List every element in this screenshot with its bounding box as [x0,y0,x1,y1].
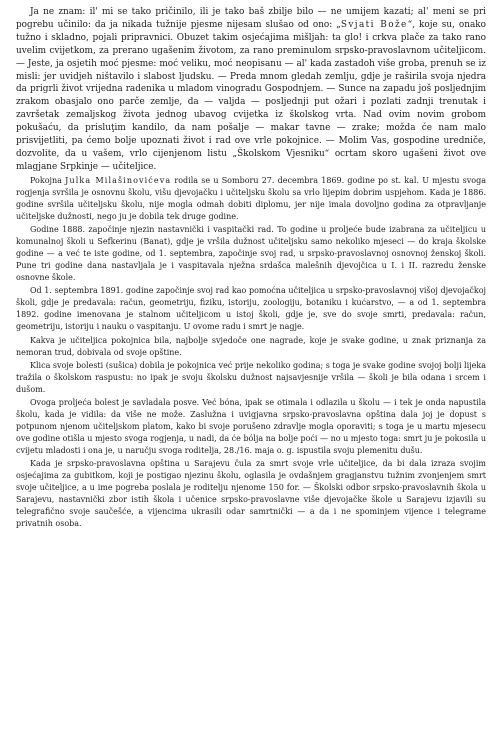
text-segment: Ovoga proljeća bolest je savladala posve. Već bóna, ipak se otimala i odlazila u školu — i tek je onda napustila školu, kada je vidila: da više ne može. Zaslužna i uvigjavna srpsko-pravoslavna opština dala joj je dopust s potpunom njenom učiteljskom platom, kako bi svoje porušeno zdravlje mogla oporaviti; s toga je u martu mjesecu ove godine otišla u mjesto svoga rogjenja, u nadi, da će bólja na bolje poći — no u mjesto toga: smrt ju je pokosila u cvijetu mladosti i ona je, u naručju svoga roditelja, 28./16. maja o. g. ispustila svoju plemenitu dušu. [16,397,486,455]
text-segment: Od 1. septembra 1891. godine započinje svoj rad kao pomoćna učiteljica u srpsko-pravoslavnoj višoj djevojačkoj školi, gdje je predavala: račun, geometriju, fiziku, istoriju, zoologiju, botaniku i kućarstvo, — a od 1. septembra 1892. godine imenovana je stalnom učiteljicom u istoj školi, gdje je, sve do svoje smrti, predavala: račun, geometriju, istoriju i nauku o vaspitanju. U ovome radu i smrt je nagje. [16,286,486,332]
paragraph-p3 [16,224,486,284]
text-segment: Klica svoje bolesti (sušica) dobila je pokojnica već prije nekoliko godina; s toga je svake godine svojoj bolji lijeka tražila o školskom raspustu: no ipak je svoju školsku dužnost najsavjesnije vršila — školi je bila odana i srcem i dušom. [16,360,486,394]
paragraph-p4 [16,285,486,333]
paragraph-p2 [16,175,486,223]
paragraph-p7 [16,397,486,457]
text-segment: rodila se u Somboru 27. decembra 1869. godine po st. kal. U mjestu svoga rogjenja svršila je osnovnu školu, višu djevojačku i učiteljsku školu sa vrlo lijepim dobrim uspjehom. Kada je 1886. godine svršila učiteljsku školu, nije mogla odmah dobiti diplomu, jer nije imala dovoljno godina za otpravljanje učiteljske dužnosti, nego ju je dobila tek druge godine. [16,175,487,221]
text-segment: “, koje su, onako tužno i skladno, pojali pripravnici. Obuzet takim osjećajima mišljah: ta glo! i crkva plače za tako rano uvelim cvijetkom, za prerano ugašenim životom, za rano preminulom srpsko-pravoslavnom učiteljicom. — Jeste, ja osjetih moć pjesme: moć veliku, moć neopisanu — al' kada zastadoh više groba, prenuh se iz misli: jer uvidjeh ništavilo i slabost ljudsku. — Preda mnom gledah zemlju, gdje je raširila svoja njedra da prigrli život vrijedna radenika u mladom vinogradu Gospodnjem. — Sunce na zapadu još posljednjim zrakom obasjalo ono parče zemlje, da — valjda — posljednji put ožari i pozlati zadnji trenutak i završetak zemaljskog života jednog ubavog cvijetka iz školskog vrta. Nad ovim novim grobom pokušaću, da prisluţim kandilo, da nam pošalje — makar tavne — zrake; možda će nam malo prisvijetliti, pa ćemo bolje upoznati život i rad ove vrle pokojnice. — Molim Vas, gospodine uredniče, dozvolite, da u vašem, vrlo cijenjenom listu „Školskom Vjesniku“ ocrtam skoro ugašeni život ove mlagjane Srpkinje — učiteljice. [16,19,486,172]
paragraph-p5 [16,335,486,359]
text-segment: Kakva je učiteljica pokojnica bila, najbolje svjedoče one nagrade, koje je svake godine, u znak priznanja za nemoran trud, dobivala od svoje opštine. [16,335,486,357]
text-segment: Godine 1888. započinje njezin nastavnički i vaspitački rad. To godine u proljeće bude izabrana za učiteljicu u komunalnoj školi u Sefkerinu (Banat), gdje je vršila dužnost učiteljsku samo nekoliko mjeseci — do kraja školske godine — a već te iste godine, od 1. septembra, započinje svoj rad, u srpsko-pravoslavnoj osnovnoj ženskoj školi. Pune tri godine dana nastavljala je i vaspitavala nježna srdašca malešnih djevojčica u I. i II. razredu ženske osnovne škole. [16,225,486,283]
text-segment: Ja ne znam: il' mi se tako pričinilo, ili je tako baš zbilje bilo — ne umijem kazati; al' meni se pri pogrebu učinilo: da ja nikada tužnije pjesme nijesam slušao od ono: „ [16,7,486,30]
paragraph-p8 [16,458,486,530]
paragraph-p6 [16,360,486,396]
paragraph-intro [16,6,486,174]
text-segment: Julka Milašinovićeva [65,175,172,185]
text-segment: Pokojna [30,175,66,185]
text-segment: Svjati Bože [340,19,408,30]
text-segment: Kada je srpsko-pravoslavna opština u Sarajevu čula za smrt svoje vrle učiteljice, da bi dala izraza svojim osjećajima za gubitkom, koji je postigao njezinu školu, oglasila je ovdašnjem gragjanstvu tužnim zvonjenjem smrt svoje učiteljice, a u ime pogreba poslala je roditelju njenome 150 for. — Školski odbor srpsko-pravoslavnih škola u Sarajevu, nastavnički zbor istih škola i učenice srpsko-pravoslavne više djevojačke škole u Sarajevu izjavili su telegrafično svoje saučešće, a vijencima ukrasili odar samrtnički — a da i ne spominjem vijence i telegrame privatnih osoba. [16,459,486,529]
